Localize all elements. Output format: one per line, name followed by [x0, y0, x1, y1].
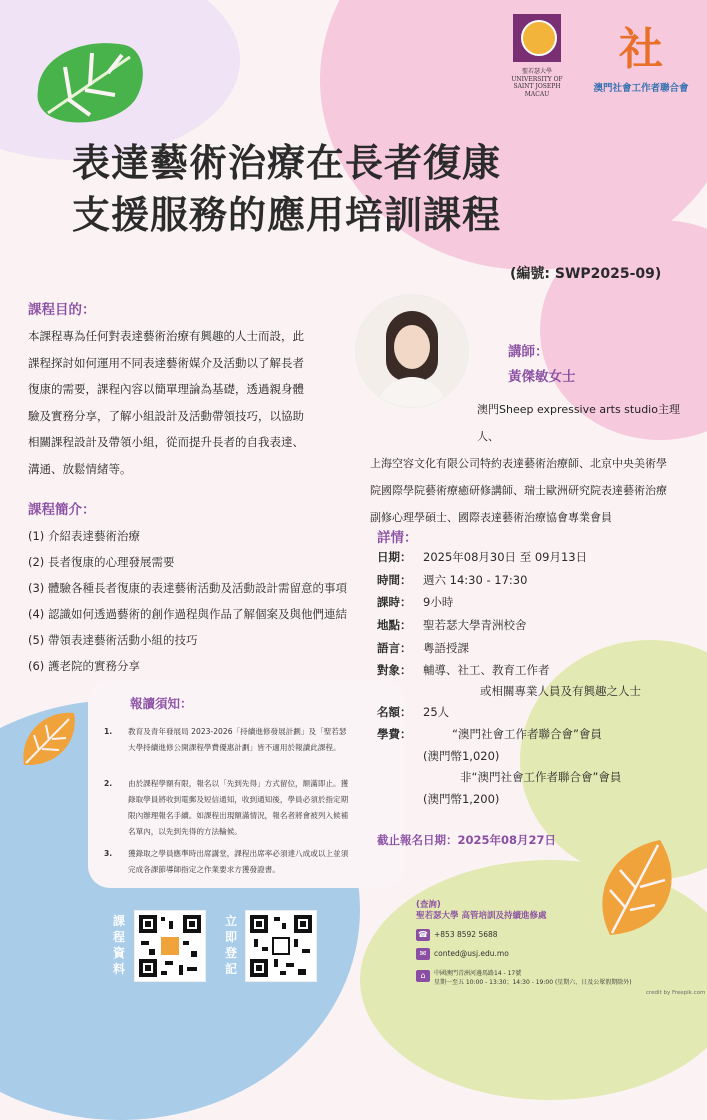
contact-org: 聖若瑟大學 高管培訓及持續進修處	[416, 911, 547, 921]
title-line-1: 表達藝術治療在長者復康	[72, 141, 502, 185]
orange-leaf-icon	[14, 705, 84, 775]
details-heading: 詳情：	[377, 530, 418, 546]
detail-fee-nonmember-price: (澳門幣1,200)	[423, 792, 500, 806]
location-icon: ⌂	[416, 970, 430, 982]
contact-phone[interactable]: +853 8592 5688	[434, 930, 498, 939]
outline-heading: 課程簡介：	[28, 502, 96, 518]
course-info-qr-code[interactable]	[134, 910, 206, 982]
register-label: 立即登記	[224, 914, 237, 976]
notice-item: 3. 獲錄取之學員應準時出席講堂，課程出席率必須達八成或以上並須完成各課節導師指定之作業要求方獲發證書。	[104, 849, 349, 874]
email-icon: ✉	[416, 948, 430, 960]
contact-email[interactable]: conted@usj.edu.mo	[434, 949, 509, 958]
association-logo	[586, 22, 696, 94]
association-name: 澳門社會工作者聯合會	[593, 83, 689, 94]
outline-list	[28, 523, 347, 679]
instructor-bio: 澳門Sheep expressive arts studio主理人、 上海空容文化有限公司特約表達藝術治療師、北京中央美術學 院國際學院藝術療癒研修講師、瑞士歐洲研究院表達藝術治療 副修心理學碩士、國際表達藝術治療協會專業會員	[370, 403, 680, 524]
detail-fee-member: “澳門社會工作者聯合會”會員	[452, 727, 602, 741]
objective-text: 本課程專為任何對表達藝術治療有興趣的人士而設，此 課程探討如何運用不同表達藝術媒介及活動以了解長者 復康的需要，課程內容以簡單理論為基礎，透過親身體 驗及實務分享，了解小組設計及活動帶領技巧，以協助 相關課程設計及帶領小組，從而提升長者的自我表達、 溝通、放鬆情緒等。	[28, 329, 304, 476]
list-item: (6) 護老院的實務分享	[28, 659, 140, 673]
list-item: (2) 長者復康的心理發展需要	[28, 555, 175, 569]
detail-hours: 9小時	[423, 595, 454, 609]
detail-label: 課時：	[377, 595, 412, 609]
detail-label: 學費：	[377, 727, 412, 741]
detail-fee-nonmember: 非“澳門社會工作者聯合會”會員	[460, 770, 622, 784]
detail-fee-member-price: (澳門幣1,020)	[423, 749, 500, 763]
notice-item: 2. 由於課程學額有限，報名以「先到先得」方式留位，額滿即止。獲錄取學員將收到電郵及短信通知，收到通知後，學員必須於指定期限內辦理報名手續。如課程出現額滿情況，報名者將會被列入候補名單內，以先到先得的方法輪候。	[104, 779, 349, 836]
monstera-leaf-icon	[30, 35, 150, 130]
qr-code-icon	[135, 911, 205, 981]
qr-code-icon	[246, 911, 316, 981]
list-item: (4) 認識如何透過藝術的創作過程與作品了解個案及與他們連結	[28, 607, 347, 621]
detail-label: 地點：	[377, 618, 412, 632]
instructor-name: 黃傑敏女士	[508, 369, 576, 385]
phone-icon: ☎	[416, 929, 430, 941]
objective-heading: 課程目的：	[28, 302, 96, 318]
detail-audience: 輔導、社工、教育工作者	[423, 663, 550, 677]
register-qr-code[interactable]	[245, 910, 317, 982]
detail-date: 2025年08月30日 至 09月13日	[423, 550, 588, 564]
notice-box	[88, 680, 406, 888]
detail-time: 週六 14:30 - 17:30	[423, 573, 528, 587]
notice-heading: 報讀須知：	[130, 696, 193, 711]
page-title	[72, 137, 501, 241]
list-item: (1) 介紹表達藝術治療	[28, 529, 140, 543]
detail-label: 名額：	[377, 705, 412, 719]
instructor-label: 講師：	[508, 344, 549, 360]
course-info-label: 課程資料	[112, 914, 125, 976]
usj-crest-icon	[513, 14, 561, 62]
list-item: (3) 體驗各種長者復康的表達藝術活動及活動設計需留意的事項	[28, 581, 347, 595]
detail-label: 日期：	[377, 550, 412, 564]
detail-audience-2: 或相關專業人員及有興趣之人士	[480, 684, 641, 698]
detail-language: 粵語授課	[423, 641, 469, 655]
contact-address: 中國澳門青洲河邊馬路14 - 17號	[434, 970, 522, 977]
contact-heading: (查詢)	[416, 900, 441, 910]
notice-item: 1. 教育及青年發展局 2023-2026「持續進修發展計劃」及「聖若瑟大學持續進修公開課程學費優惠計劃」皆不適用於報讀此課程。	[104, 727, 347, 752]
detail-label: 語言：	[377, 641, 412, 655]
detail-quota: 25人	[423, 705, 450, 719]
contact-hours: 星期一至五 10:00 - 13:30；14:30 - 19:00 (星期六、日及公眾假期除外)	[434, 979, 632, 986]
detail-label: 對象：	[377, 663, 412, 677]
orange-leaf-right-icon	[590, 835, 685, 945]
deadline: 截止報名日期：2025年08月27日	[377, 833, 557, 847]
title-line-2: 支援服務的應用培訓課程	[72, 193, 502, 237]
association-logo-char: 社	[619, 24, 663, 75]
instructor-photo	[355, 294, 469, 408]
detail-label: 時間：	[377, 573, 412, 587]
detail-venue: 聖若瑟大學青洲校舍	[423, 618, 527, 632]
course-code: (編號: SWP2025-09)	[510, 266, 662, 282]
list-item: (5) 帶領表達藝術活動小組的技巧	[28, 633, 198, 647]
usj-logo-text: 聖若瑟大學 UNIVERSITY OF SAINT JOSEPH MACAU	[511, 68, 563, 98]
watermark: credit by Freepik.com	[646, 990, 706, 996]
usj-logo	[506, 14, 568, 104]
